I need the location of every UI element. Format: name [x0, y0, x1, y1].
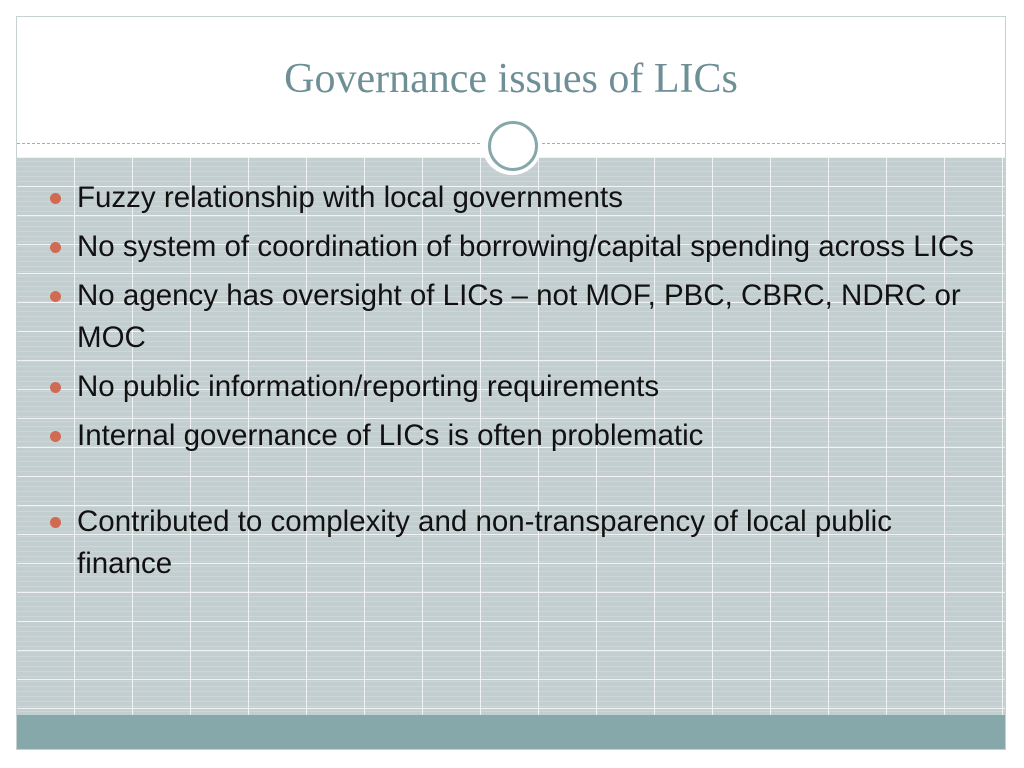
slide	[16, 16, 1006, 750]
ornament-ring	[488, 121, 538, 171]
bullet-item	[50, 226, 980, 268]
bullet-text: Contributed to complexity and non-transparency of local public finance	[77, 505, 892, 580]
bullet-text: Fuzzy relationship with local governments	[77, 181, 623, 214]
bullet-text: No public information/reporting requirements	[77, 370, 660, 403]
bullet-text: No agency has oversight of LICs – not MOF, PBC, CBRC, NDRC or MOC	[77, 279, 961, 354]
bullet-dot-icon	[50, 242, 61, 253]
bullet-item	[50, 366, 980, 408]
bullet-text: No system of coordination of borrowing/capital spending across LICs	[77, 230, 974, 263]
footer-accent-band	[17, 715, 1005, 749]
bullet-item	[50, 275, 980, 359]
circle-ornament-icon	[482, 115, 542, 175]
bullet-dot-icon	[50, 431, 61, 442]
bullet-list	[50, 177, 980, 592]
bullet-dot-icon	[50, 193, 61, 204]
bullet-dot-icon	[50, 517, 61, 528]
bullet-text: Internal governance of LICs is often problematic	[77, 419, 704, 452]
slide-title: Governance issues of LICs	[284, 56, 738, 102]
bullet-dot-icon	[50, 382, 61, 393]
bullet-item	[50, 501, 980, 585]
bullet-item	[50, 415, 980, 457]
bullet-item	[50, 177, 980, 219]
bullet-dot-icon	[50, 291, 61, 302]
